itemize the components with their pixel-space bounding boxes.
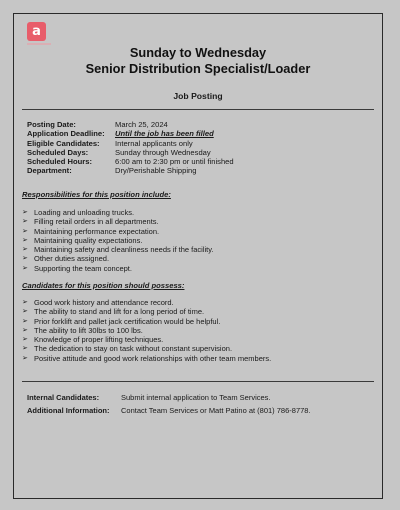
detail-label: Scheduled Days:	[27, 147, 89, 157]
job-posting-page	[13, 13, 383, 499]
arrow-bullet-icon: ➢	[22, 235, 28, 244]
list-item-text: The ability to stand and lift for a long period of time.	[34, 307, 205, 317]
company-logo	[27, 22, 46, 41]
divider-bottom	[22, 381, 374, 382]
detail-label: Posting Date:	[27, 120, 76, 129]
detail-value: Internal applicants only	[115, 138, 193, 148]
list-item	[22, 317, 271, 326]
detail-label: Department:	[27, 166, 72, 176]
contact-label: Internal Candidates:	[27, 393, 100, 402]
detail-value: 6:00 am to 2:30 pm or until finished	[115, 157, 234, 167]
detail-value: Dry/Perishable Shipping	[115, 166, 197, 176]
detail-row-application-deadline	[27, 129, 234, 138]
arrow-bullet-icon: ➢	[22, 344, 28, 353]
list-item-text: Loading and unloading trucks.	[34, 208, 135, 217]
list-item	[22, 307, 271, 316]
list-item	[22, 335, 271, 344]
page-subtitle: Job Posting	[173, 91, 223, 101]
list-item-text: Maintaining quality expectations.	[34, 235, 143, 245]
arrow-bullet-icon: ➢	[22, 245, 28, 254]
list-item	[22, 245, 214, 254]
posting-details	[27, 120, 234, 176]
arrow-bullet-icon: ➢	[22, 254, 28, 263]
contact-label: Additional Information:	[27, 405, 110, 415]
list-item-text: Knowledge of proper lifting techniques.	[34, 335, 164, 345]
detail-label: Eligible Candidates:	[27, 138, 100, 148]
list-item-text: Positive attitude and good work relationships with other team members.	[34, 353, 272, 363]
detail-row-scheduled-hours	[27, 157, 234, 166]
list-item	[22, 254, 214, 263]
detail-row-department	[27, 166, 234, 175]
list-item	[22, 208, 214, 217]
qualifications-list	[22, 298, 271, 363]
detail-value: Sunday through Wednesday	[115, 147, 211, 157]
contact-row-internal-candidates	[27, 392, 311, 405]
detail-value: Until the job has been filled	[115, 129, 214, 139]
list-item	[22, 298, 271, 307]
responsibilities-heading: Responsibilities for this position include:	[22, 190, 171, 199]
list-item	[22, 217, 214, 226]
list-item-text: Supporting the team concept.	[34, 263, 132, 273]
list-item	[22, 344, 271, 353]
arrow-bullet-icon: ➢	[22, 217, 28, 226]
divider-top	[22, 109, 374, 110]
arrow-bullet-icon: ➢	[22, 316, 28, 325]
qualifications-heading: Candidates for this position should possess:	[22, 281, 185, 290]
list-item	[22, 354, 271, 363]
detail-label: Scheduled Hours:	[27, 157, 92, 167]
detail-label: Application Deadline:	[27, 129, 105, 139]
arrow-bullet-icon: ➢	[22, 208, 28, 216]
list-item-text: The dedication to stay on task without constant supervision.	[34, 344, 233, 354]
contact-value: Submit internal application to Team Services.	[121, 393, 271, 402]
list-item-text: Maintaining safety and cleanliness needs if the facility.	[34, 245, 214, 255]
contact-row-additional-information	[27, 405, 311, 418]
arrow-bullet-icon: ➢	[22, 226, 28, 235]
logo-glyph: a	[32, 24, 41, 39]
list-item-text: Filling retail orders in all departments.	[34, 217, 159, 227]
detail-row-scheduled-days	[27, 148, 234, 157]
list-item-text: Maintaining performance expectation.	[34, 226, 160, 236]
list-item-text: Good work history and attendance record.	[34, 298, 174, 307]
list-item	[22, 227, 214, 236]
arrow-bullet-icon: ➢	[22, 307, 28, 316]
arrow-bullet-icon: ➢	[22, 335, 28, 344]
list-item	[22, 264, 214, 273]
detail-row-posting-date	[27, 120, 234, 129]
list-item	[22, 236, 214, 245]
arrow-bullet-icon: ➢	[22, 298, 28, 306]
list-item	[22, 326, 271, 335]
list-item-text: Prior forklift and pallet jack certification would be helpful.	[34, 316, 221, 326]
contact-info	[27, 392, 311, 417]
page-title-line-2: Senior Distribution Specialist/Loader	[85, 61, 311, 76]
responsibilities-list	[22, 208, 214, 273]
arrow-bullet-icon: ➢	[22, 325, 28, 334]
arrow-bullet-icon: ➢	[22, 263, 28, 272]
arrow-bullet-icon: ➢	[22, 353, 28, 362]
detail-row-eligible-candidates	[27, 139, 234, 148]
detail-value: March 25, 2024	[115, 120, 168, 129]
page-title-line-1: Sunday to Wednesday	[129, 45, 267, 60]
list-item-text: The ability to lift 30lbs to 100 lbs.	[34, 325, 143, 335]
contact-value: Contact Team Services or Matt Patino at (801) 786-8778.	[121, 405, 311, 415]
list-item-text: Other duties assigned.	[34, 254, 110, 264]
